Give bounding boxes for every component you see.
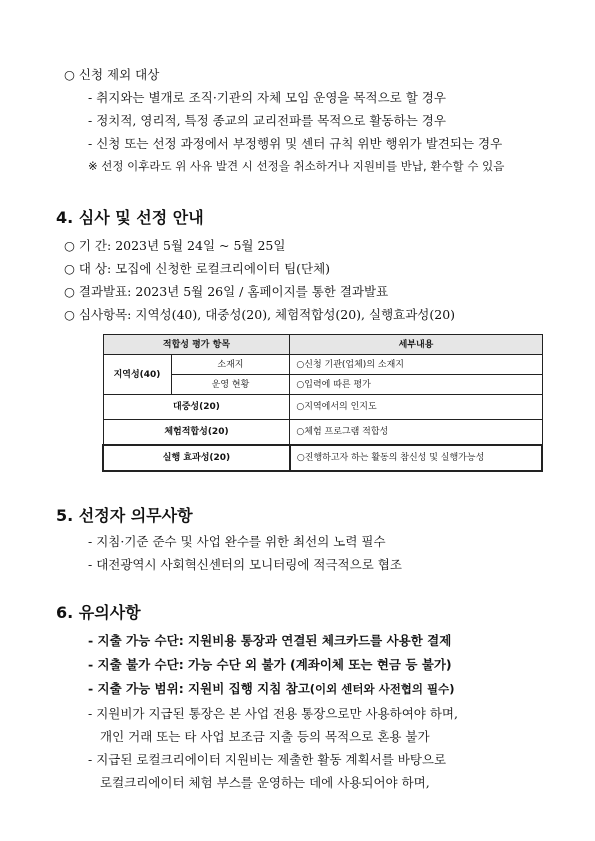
criteria-detail: ○신청 기관(업체)의 소재지	[290, 355, 542, 375]
section6-bold-item	[88, 681, 455, 697]
criteria-experience: 체험적합성(20)	[103, 420, 290, 446]
section6-bold-item: - 지출 불가 수단: 가능 수단 외 불가 (계좌이체 또는 현금 등 불가)	[88, 657, 452, 672]
section6-item-continued: 개인 거래 또는 타 사업 보조금 지출 등의 목적으로 혼용 불가	[100, 729, 430, 744]
criteria-detail: ○체험 프로그램 적합성	[290, 420, 542, 446]
criteria-detail: ○입력에 따른 평가	[290, 375, 542, 395]
section6-item: - 지원비가 지급된 통장은 본 사업 전용 통장으로만 사용하여야 하며,	[88, 706, 458, 721]
sub-criteria: 소재지	[171, 355, 290, 375]
criteria-popularity: 대중성(20)	[103, 395, 290, 420]
exclusion-item: - 정치적, 영리적, 특정 종교의 교리전파를 목적으로 활동하는 경우	[88, 113, 446, 128]
table-header-criteria: 적합성 평가 항목	[103, 335, 290, 355]
exclusion-item: - 신청 또는 선정 과정에서 부정행위 및 센터 규칙 위반 행위가 발견되는 경우	[88, 136, 503, 151]
table-row	[103, 420, 542, 446]
sub-criteria: 운영 현황	[171, 375, 290, 395]
section4-heading: 4. 심사 및 선정 안내	[56, 208, 204, 227]
table-row	[103, 355, 542, 375]
table-header-details: 세부내용	[290, 335, 542, 355]
table-row	[103, 395, 542, 420]
section5-item: - 지침·기준 준수 및 사업 완수를 위한 최선의 노력 필수	[88, 534, 386, 549]
section6-item: - 지급된 로컬크리에이터 지원비는 제출한 활동 계획서를 바탕으로	[88, 752, 447, 767]
section6-heading: 6. 유의사항	[56, 603, 141, 622]
bold-item-main: - 지출 가능 범위: 지원비 집행 지침 참고	[88, 681, 310, 696]
evaluation-table	[102, 334, 543, 472]
section5-item: - 대전광역시 사회혁신센터의 모니터링에 적극적으로 협조	[88, 557, 402, 572]
section4-item: ○ 기 간: 2023년 5월 24일 ~ 5월 25일	[64, 238, 286, 253]
section5-heading: 5. 선정자 의무사항	[56, 506, 193, 525]
section6-bold-item: - 지출 가능 수단: 지원비용 통장과 연결된 체크카드를 사용한 결제	[88, 633, 452, 648]
criteria-regional: 지역성(40)	[103, 355, 171, 395]
bold-item-note: (이외 센터와 사전협의 필수)	[309, 682, 455, 696]
criteria-execution: 실행 효과성(20)	[103, 445, 290, 471]
criteria-detail: ○진행하고자 하는 활동의 참신성 및 실행가능성	[290, 445, 542, 471]
section4-item: ○ 결과발표: 2023년 5월 26일 / 홈페이지를 통한 결과발표	[64, 284, 389, 299]
exclusion-note: ※ 선정 이후라도 위 사유 발견 시 선정을 취소하거나 지원비를 반납, 환수할 수 있음	[88, 159, 505, 173]
section4-item: ○ 대 상: 모집에 신청한 로컬크리에이터 팀(단체)	[64, 261, 331, 276]
section6-item-continued: 로컬크리에이터 체험 부스를 운영하는 데에 사용되어야 하며,	[100, 775, 430, 790]
exclusion-item: - 취지와는 별개로 조직·기관의 자체 모임 운영을 목적으로 할 경우	[88, 90, 446, 105]
section4-item: ○ 심사항목: 지역성(40), 대중성(20), 체험적합성(20), 실행효과성(20)	[64, 307, 456, 322]
table-row	[103, 445, 542, 471]
table-header-row	[103, 335, 542, 355]
criteria-detail: ○지역에서의 인지도	[290, 395, 542, 420]
exclusion-title: ○ 신청 제외 대상	[64, 67, 160, 82]
